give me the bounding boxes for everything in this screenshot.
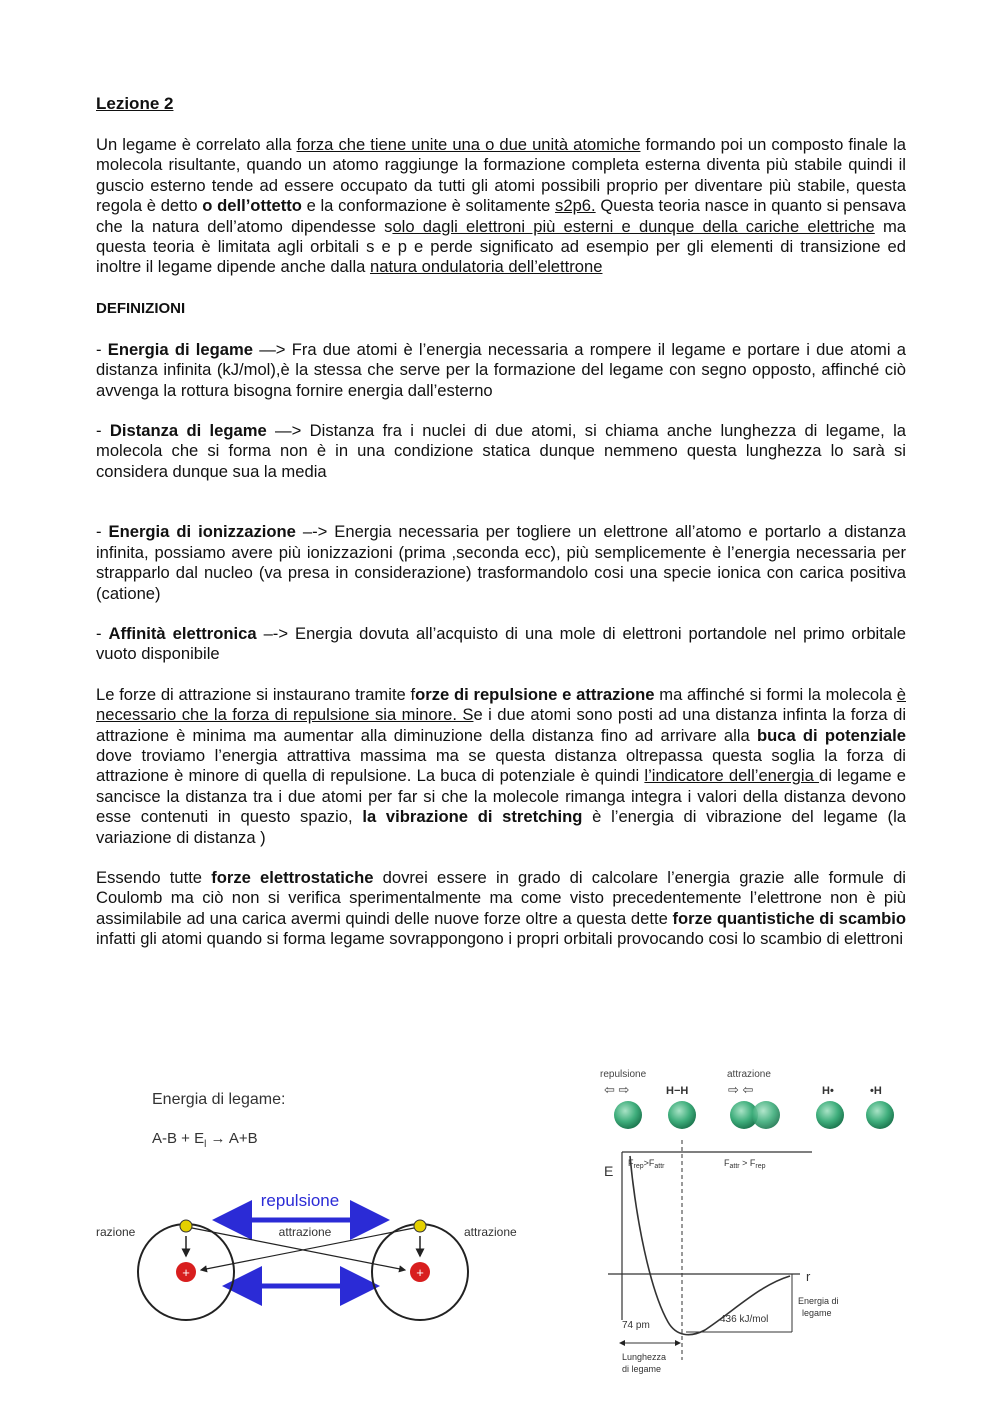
bold-phrase: forze quantistiche di scambio: [672, 908, 906, 928]
repulsion-dominant-label: $F_{rep}>F_{attr}$: [628, 1158, 665, 1170]
bond-energy-figure: [96, 1091, 517, 1320]
underlined-phrase: forza che tiene unite una o due unità atomiche: [296, 135, 641, 154]
h-radical-label: H•: [822, 1085, 834, 1097]
potential-well-figure: [600, 1069, 894, 1374]
h-atom: [752, 1101, 780, 1129]
bond-energy-value: 436 kJ/mol: [720, 1314, 769, 1325]
figure-title: Energia di legame:: [152, 1091, 286, 1108]
definition-term: Energia di legame: [107, 339, 253, 359]
attraction-label: attrazione: [727, 1069, 771, 1080]
attraction-label-right: attrazione: [464, 1225, 517, 1239]
bond-energy-caption-2: legame: [802, 1308, 832, 1318]
bold-phrase: la vibrazione di stretching: [362, 807, 583, 827]
hh-label: H−H: [666, 1085, 689, 1097]
definition-ionization-energy: - Energia di ionizzazione –-> Energia necessaria per togliere un elettrone all’atomo e portarlo a distanza infinita, possiamo avere più ionizzazioni (prima ,seconda ecc), più semplicemente è l’energia necessaria per strapparlo dal nucleo (va presa in considerazione) trasformandolo cosi una specie ionica con carica positiva (catione): [96, 522, 907, 603]
underlined-phrase: è necessario che la forza di repulsione sia minore. S: [96, 684, 906, 725]
electron-left: [180, 1220, 192, 1232]
lesson-title: Lezione 2: [96, 94, 174, 113]
reaction-equation: $A-B + E_l \to A+B$: [152, 1130, 258, 1150]
underlined-phrase: olo dagli elettroni più esterni e dunque della cariche elettriche: [392, 216, 875, 236]
h-atom: [668, 1101, 696, 1129]
plus-icon: +: [182, 1265, 190, 1280]
bond-energy-caption: Energia di: [798, 1296, 839, 1306]
electron-right: [414, 1220, 426, 1232]
definition-term: Distanza di legame: [109, 421, 267, 441]
repulsion-label: repulsione: [260, 1191, 340, 1210]
h-radical-label-right: •H: [870, 1085, 882, 1097]
definition-bond-distance: - Distanza di legame —> Distanza fra i nuclei di due atomi, si chiama anche lunghezza di legame, la molecola che si forma non è in una condizione statica dunque nemmeno questa lunghezza lo sarà si considera dunque sua la media: [96, 421, 906, 481]
potential-energy-curve: [630, 1156, 790, 1335]
attraction-dominant-label: $F_{attr} > F_{rep}$: [724, 1158, 766, 1170]
repulsion-arrows-icon: ⇦ ⇨: [604, 1082, 630, 1097]
definition-electron-affinity: - Affinità elettronica –-> Energia dovuta all’acquisto di una mole di elettroni portandole nel primo orbitale vuoto disponibile: [96, 623, 906, 664]
distance-axis-label: r: [806, 1269, 811, 1284]
document-page: [96, 93, 906, 970]
bold-phrase: o dell’ottetto: [202, 196, 302, 216]
intro-paragraph: Un legame è correlato alla forza che tiene unite una o due unità atomiche formando poi un composto finale la molecola risultante, quando un atomo raggiunge la formazione completa esterna diventa più stabile quindi il guscio esterno tende ad essere occupato da tutti gli atomi possibili proprio per diventare più stabile, questa regola è detto o dell’ottetto e la conformazione è solitamente s2p6. Questa teoria nasce in quanto si pensava che la natura dell’atomo dipendesse solo dagli elettroni più esterni e dunque della cariche elettriche ma questa teoria è limitata agli orbitali s e p e perde significato ad esempio per gli elementi di transizione ed inoltre il legame dipende anche dalla natura ondulatoria dell’elettrone: [96, 135, 907, 277]
attraction-label-left: razione: [96, 1225, 136, 1239]
definition-bond-energy: - Energia di legame —> Fra due atomi è l’energia necessaria a rompere il legame e portare i due atomi a distanza infinita (kJ/mol),è la stessa che serve per la formazione del legame con segno opposto, affinché ciò avvenga la rottura bisogna fornire energia dall’esterno: [96, 339, 906, 400]
electrostatic-paragraph: Essendo tutte forze elettrostatiche dovrei essere in grado di calcolare l’energia grazie alle formule di Coulomb ma ciò non si verifica sperimentalmente ma come visto precedentemente l’elettrone non è più assimilabile ad una carica avermi quindi delle nuove forze oltre a questa dette forze quantistiche di scambio infatti gli atomi quando si forma legame sovrappongono i propri orbitali provocando cosi lo scambio di elettroni: [96, 867, 906, 949]
h-atom: [614, 1101, 642, 1129]
bond-length-caption: Lunghezza: [622, 1352, 667, 1362]
underlined-phrase: l’indicatore dell’energia: [644, 766, 820, 786]
underlined-phrase: natura ondulatoria dell’elettrone: [369, 257, 603, 277]
definition-term: Energia di ionizzazione: [108, 522, 296, 542]
repulsion-label: repulsione: [600, 1069, 647, 1080]
spacer: [96, 502, 906, 522]
h-atom: [866, 1101, 894, 1129]
energy-axis-label: E: [604, 1163, 614, 1179]
plus-icon: +: [416, 1265, 424, 1280]
figures: [0, 1060, 1000, 1400]
bond-length-caption-2: di legame: [622, 1364, 662, 1374]
bold-phrase: forze elettrostatiche: [211, 867, 374, 887]
attraction-arrows-icon: ⇨ ⇦: [728, 1082, 754, 1097]
h-atom: [816, 1101, 844, 1129]
definitions-heading: DEFINIZIONI: [96, 299, 186, 317]
attraction-label-center: attrazione: [278, 1225, 332, 1239]
bond-length-value: 74 pm: [622, 1320, 650, 1331]
bold-phrase: orze di repulsione e attrazione: [415, 684, 655, 704]
definition-term: Affinità elettronica: [108, 623, 257, 643]
underlined-phrase: s2p6.: [555, 196, 596, 216]
forces-paragraph: Le forze di attrazione si instaurano tramite forze di repulsione e attrazione ma affinché si formi la molecola è necessario che la forza di repulsione sia minore. Se i due atomi sono posti ad una distanza infinta la forza di attrazione è minima ma aumentar alla diminuzione della distanza fino ad arrivare alla buca di potenziale dove troviamo l’energia attrattiva massima ma se questa distanza oltrepassa questa soglia la forza di attrazione è minore di quella di repulsione. La buca di potenziale è quindi l’indicatore dell’energia di legame e sancisce la distanza tra i due atomi per far si che la molecole rimanga integra i valori della distanza devono esse contenuti in questo spazio, la vibrazione di stretching è l’energia di vibrazione del legame (la variazione di distanza ): [96, 684, 907, 847]
bold-phrase: buca di potenziale: [756, 725, 906, 745]
